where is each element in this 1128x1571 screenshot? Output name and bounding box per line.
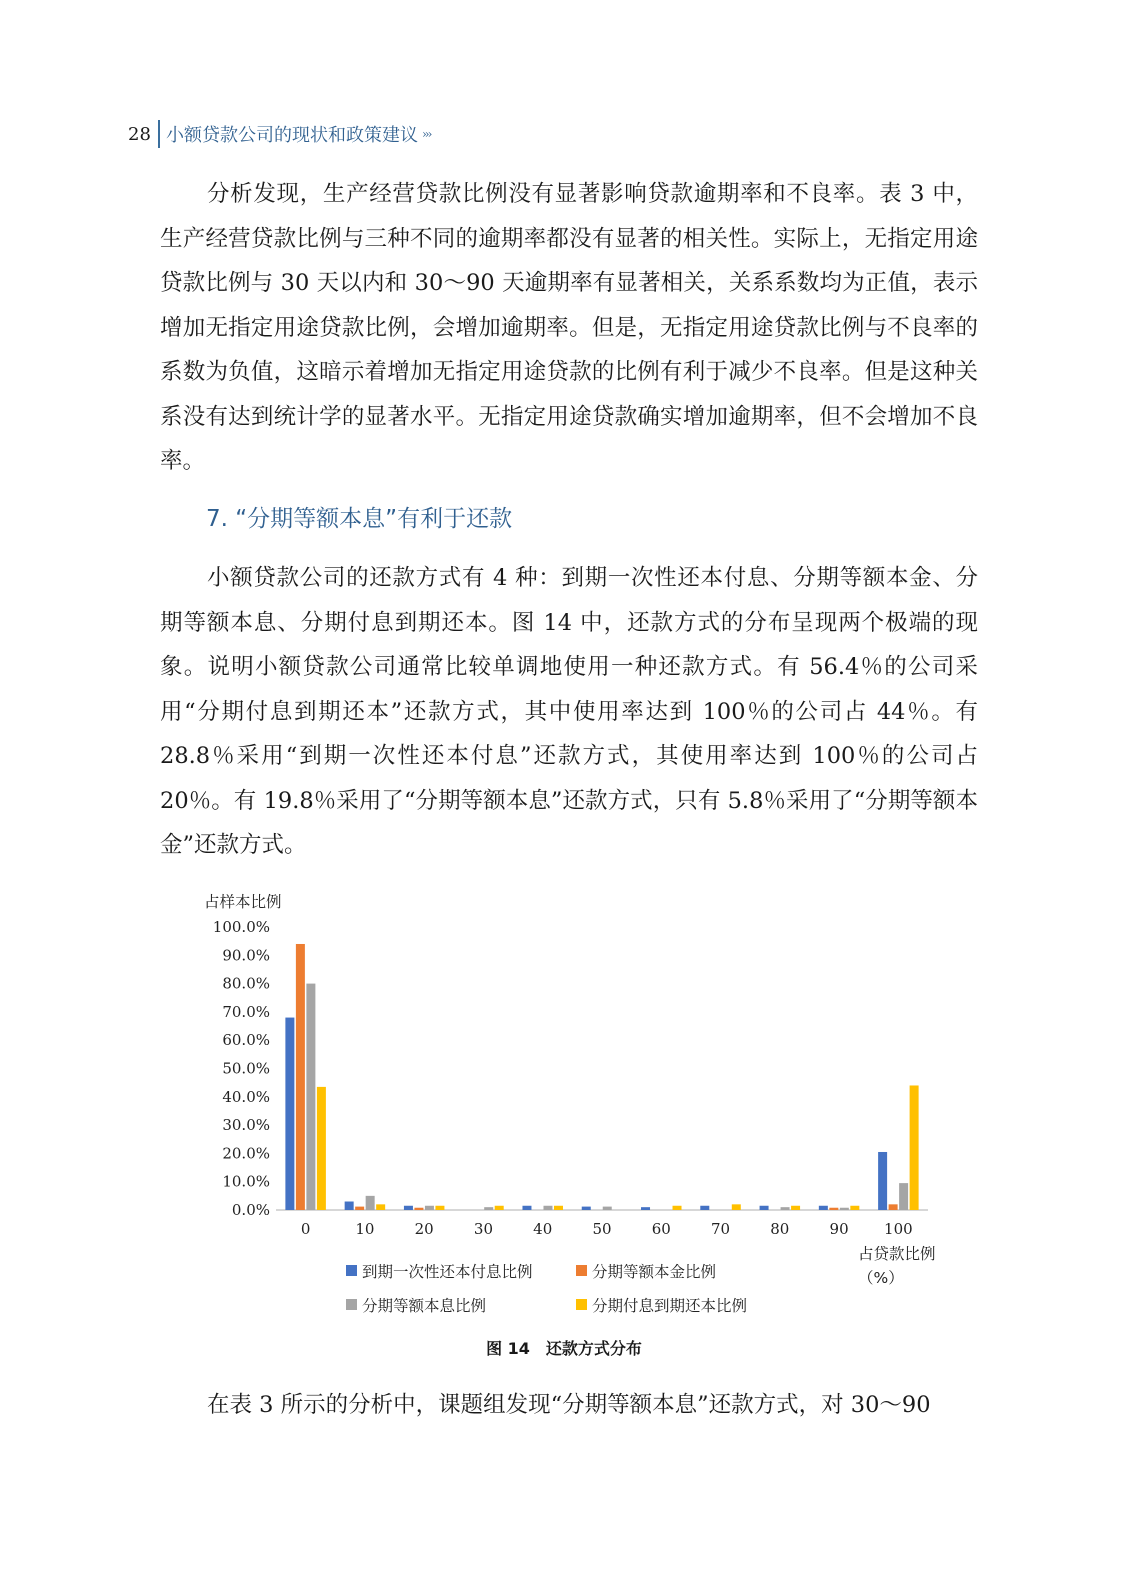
x-tick-label: 30 <box>473 1220 494 1238</box>
bar <box>819 1206 828 1210</box>
figure-caption: 图 14 还款方式分布 <box>486 1339 642 1358</box>
bar <box>376 1204 385 1210</box>
bar <box>425 1206 434 1210</box>
bar <box>781 1207 790 1210</box>
x-axis-label-cont: （%） <box>858 1269 904 1287</box>
bar <box>306 984 315 1210</box>
y-tick-label: 10.0% <box>222 1172 270 1191</box>
legend-swatch <box>346 1265 357 1276</box>
legend-label: 分期等额本金比例 <box>592 1263 717 1281</box>
x-tick-label: 40 <box>533 1220 553 1238</box>
y-tick-label: 50.0% <box>222 1059 270 1078</box>
bar <box>910 1085 919 1210</box>
x-tick-label: 80 <box>770 1220 790 1238</box>
y-axis-label: 占样本比例 <box>204 893 282 911</box>
y-tick-label: 100.0% <box>212 918 270 936</box>
bar <box>878 1152 887 1210</box>
bar <box>673 1206 682 1210</box>
y-tick-label: 40.0% <box>222 1087 270 1106</box>
bar <box>700 1206 709 1210</box>
bar <box>554 1206 563 1210</box>
bar <box>732 1204 741 1210</box>
book-title: 小额贷款公司的现状和政策建议 <box>166 125 418 146</box>
bar <box>791 1206 800 1210</box>
bar <box>829 1208 838 1210</box>
running-header <box>128 119 430 149</box>
x-axis-label: 占贷款比例 <box>858 1245 936 1263</box>
bar <box>840 1208 849 1210</box>
x-tick-label: 90 <box>829 1220 849 1238</box>
x-tick-label: 60 <box>651 1220 671 1238</box>
y-tick-label: 70.0% <box>222 1002 270 1021</box>
bar <box>522 1206 531 1210</box>
x-tick-label: 20 <box>414 1220 434 1238</box>
bar <box>603 1207 612 1210</box>
legend-label: 到期一次性还本付息比例 <box>362 1263 533 1281</box>
legend-swatch <box>346 1299 357 1310</box>
bar <box>543 1206 552 1210</box>
paragraph-continued: 在表 3 所示的分析中，课题组发现“分期等额本息”还款方式，对 30～90 <box>207 1392 931 1418</box>
section-heading: 7. “分期等额本息”有利于还款 <box>206 506 513 532</box>
x-tick-label: 100 <box>884 1220 913 1238</box>
bar <box>366 1196 375 1210</box>
x-tick-label: 10 <box>355 1220 375 1238</box>
bar <box>296 944 305 1210</box>
legend-swatch <box>576 1265 587 1276</box>
bar <box>582 1207 591 1210</box>
bar <box>414 1208 423 1210</box>
bar <box>495 1206 504 1210</box>
x-tick-label: 50 <box>592 1220 612 1238</box>
bar-chart <box>200 885 960 1325</box>
bar <box>355 1207 364 1210</box>
bar <box>899 1183 908 1210</box>
paragraph-analysis: 分析发现，生产经营贷款比例没有显著影响贷款逾期率和不良率。表 3 中，生产经营贷款比例与三种不同的逾期率都没有显著的相关性。实际上，无指定用途贷款比例与 30 天以内和 30～90 天逾期率有显著相关，关系系数均为正值，表示增加无指定用途贷款比例，会增加逾期率。但是，无指定用途贷款比例与不良率的系数为负值，这暗示着增加无指定用途贷款的比例有利于减少不良率。但是这种关系没有达到统计学的显著水平。无指定用途贷款确实增加逾期率，但不会增加不良率。 <box>160 181 978 474</box>
bar <box>404 1206 413 1210</box>
y-tick-label: 20.0% <box>222 1144 270 1163</box>
bar <box>317 1087 326 1210</box>
bar <box>889 1204 898 1210</box>
y-tick-label: 0.0% <box>231 1201 270 1219</box>
y-tick-label: 90.0% <box>222 946 270 965</box>
x-tick-label: 0 <box>300 1220 311 1238</box>
y-tick-label: 60.0% <box>222 1031 270 1050</box>
y-tick-label: 30.0% <box>222 1116 270 1135</box>
legend-label: 分期付息到期还本比例 <box>592 1297 748 1315</box>
bar <box>285 1018 294 1210</box>
x-tick-label: 70 <box>710 1220 731 1238</box>
bar <box>345 1202 354 1210</box>
header-divider <box>158 120 160 148</box>
legend-swatch <box>576 1299 587 1310</box>
bar <box>435 1206 444 1210</box>
bar <box>850 1206 859 1210</box>
y-tick-label: 80.0% <box>222 974 270 993</box>
bar <box>760 1206 769 1210</box>
paragraph-repayment-methods: 小额贷款公司的还款方式有 4 种：到期一次性还本付息、分期等额本金、分期等额本息、分期付息到期还本。图 14 中，还款方式的分布呈现两个极端的现象。说明小额贷款公司通常比较单调地使用一种还款方式。有 56.4％的公司采用“分期付息到期还本”还款方式，其中使用率达到 100％的公司占 44％。有 28.8％采用“到期一次性还本付息”还款方式，其使用率达到 100％的公司占 20％。有 19.8％采用了“分期等额本息”还款方式，只有 5.8％采用了“分期等额本金”还款方式。 <box>160 565 978 858</box>
bar <box>641 1207 650 1210</box>
legend-label: 分期等额本息比例 <box>362 1297 487 1315</box>
chart-svg <box>200 885 960 1325</box>
header-arrows-icon: ››› <box>422 127 431 141</box>
page-number: 28 <box>128 123 151 145</box>
bar <box>484 1207 493 1210</box>
